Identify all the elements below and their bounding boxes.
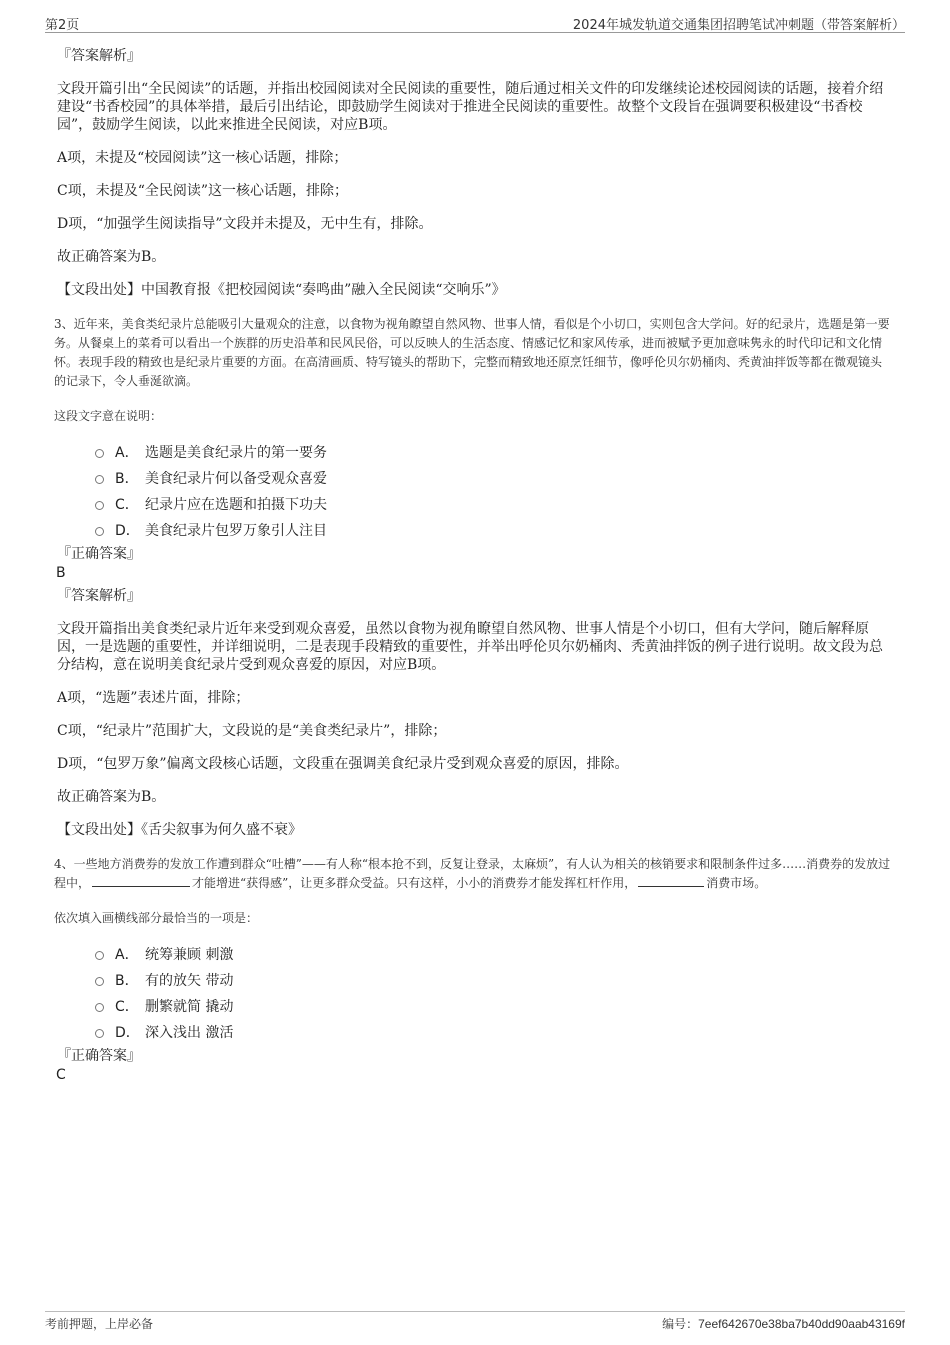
analysis-text: 文段开篇指出美食类纪录片近年来受到观众喜爱，虽然以食物为视角瞭望自然风物、世事人情是个小切口，但有大学问，随后解释原因，一是选题的重要性，并详细说明，二是表现手段精致的重要性，并举出呼伦贝尔奶桶肉、秃黄油拌饭的例子进行说明。故文段为总分结构，意在说明美食纪录片受到观众喜爱的原因，对应B项。 (57, 621, 883, 673)
question-3-options (57, 440, 892, 544)
option-d[interactable]: D． 深入浅出 激活 (95, 1020, 892, 1046)
analysis-heading: 『答案解析』 (57, 588, 141, 604)
correct-answer-heading: 『正确答案』 (57, 546, 141, 562)
correct-answer: B (56, 565, 66, 581)
question-4-stem: 4、一些地方消费券的发放工作遭到群众“吐槽”——有人称“根本抢不到，反复让登录，太麻烦”，有人认为相关的核销要求和限制条件过多……消费券的发放过程中， 才能增进“获得感”，让更多群众受益。只有这样，小小的消费券才能发挥杠杆作用， 消费市场。 (54, 857, 891, 890)
document-body (54, 44, 892, 1084)
page-footer (45, 1311, 905, 1336)
radio-button[interactable] (95, 1029, 104, 1038)
analysis-option-c: C项，未提及“全民阅读”这一核心话题，排除； (57, 183, 349, 199)
correct-answer-heading: 『正确答案』 (57, 1048, 141, 1064)
option-a[interactable]: A． 选题是美食纪录片的第一要务 (95, 440, 892, 466)
analysis-option-d: D项，“包罗万象”偏离文段核心话题，文段重在强调美食纪录片受到观众喜爱的原因，排除。 (57, 756, 629, 772)
option-b[interactable]: B． 有的放矢 带动 (95, 968, 892, 994)
analysis-option-d: D项，“加强学生阅读指导”文段并未提及，无中生有，排除。 (57, 216, 433, 232)
analysis-conclusion: 故正确答案为B。 (57, 249, 166, 265)
page-header (45, 12, 905, 33)
page-number: 第2页 (45, 18, 80, 33)
radio-button[interactable] (95, 475, 104, 484)
correct-answer: C (56, 1067, 66, 1083)
analysis-option-a: A项，未提及“校园阅读”这一核心话题，排除； (57, 150, 348, 166)
option-d[interactable]: D． 美食纪录片包罗万象引人注目 (95, 518, 892, 544)
source-note: 【文段出处】《舌尖叙事为何久盛不衰》 (57, 822, 302, 838)
analysis-option-a: A项，“选题”表述片面，排除； (57, 690, 250, 706)
source-note: 【文段出处】中国教育报《把校园阅读“奏鸣曲”融入全民阅读“交响乐”》 (57, 282, 506, 298)
question-4-prompt: 依次填入画横线部分最恰当的一项是： (54, 911, 259, 925)
radio-button[interactable] (95, 449, 104, 458)
question-3-stem: 3、近年来，美食类纪录片总能吸引大量观众的注意，以食物为视角瞭望自然风物、世事人情，看似是个小切口，实则包含大学问。好的纪录片，选题是第一要务。从餐桌上的菜肴可以看出一个族群的历史沿革和民风民俗，可以反映人的生活态度、情感记忆和家风传承，进而被赋予更加意味隽永的时代印记和文化情怀。表现手段的精致也是纪录片重要的方面。在高清画质、特写镜头的帮助下，完整而精致地还原烹饪细节，像呼伦贝尔奶桶肉、秃黄油拌饭等都在微观镜头的记录下，令人垂涎欲滴。 (54, 317, 890, 388)
analysis-text: 文段开篇引出“全民阅读”的话题，并指出校园阅读对全民阅读的重要性，随后通过相关文件的印发继续论述校园阅读的话题，接着介绍建设“书香校园”的具体举措，最后引出结论，即鼓励学生阅读对于推进全民阅读的重要性。故整个文段旨在强调要积极建设“书香校园”，鼓励学生阅读，以此来推进全民阅读，对应B项。 (57, 81, 884, 133)
fill-blank-1 (92, 874, 190, 887)
option-a[interactable]: A． 统筹兼顾 刺激 (95, 942, 892, 968)
radio-button[interactable] (95, 527, 104, 536)
question-4-options (57, 942, 892, 1046)
document-title: 2024年城发轨道交通集团招聘笔试冲刺题（带答案解析） (572, 18, 905, 33)
fill-blank-2 (638, 874, 704, 887)
analysis-heading: 『答案解析』 (57, 48, 141, 64)
radio-button[interactable] (95, 501, 104, 510)
radio-button[interactable] (95, 951, 104, 960)
footer-slogan: 考前押题，上岸必备 (45, 1317, 154, 1331)
analysis-option-c: C项，“纪录片”范围扩大，文段说的是“美食类纪录片”，排除； (57, 723, 447, 739)
option-c[interactable]: C． 纪录片应在选题和拍摄下功夫 (95, 492, 892, 518)
radio-button[interactable] (95, 977, 104, 986)
document-code: 编号：7eef642670e38ba7b40dd90aab43169f (662, 1317, 905, 1331)
question-3-prompt: 这段文字意在说明： (54, 409, 163, 423)
analysis-conclusion: 故正确答案为B。 (57, 789, 166, 805)
option-b[interactable]: B． 美食纪录片何以备受观众喜爱 (95, 466, 892, 492)
radio-button[interactable] (95, 1003, 104, 1012)
option-c[interactable]: C． 删繁就简 撬动 (95, 994, 892, 1020)
